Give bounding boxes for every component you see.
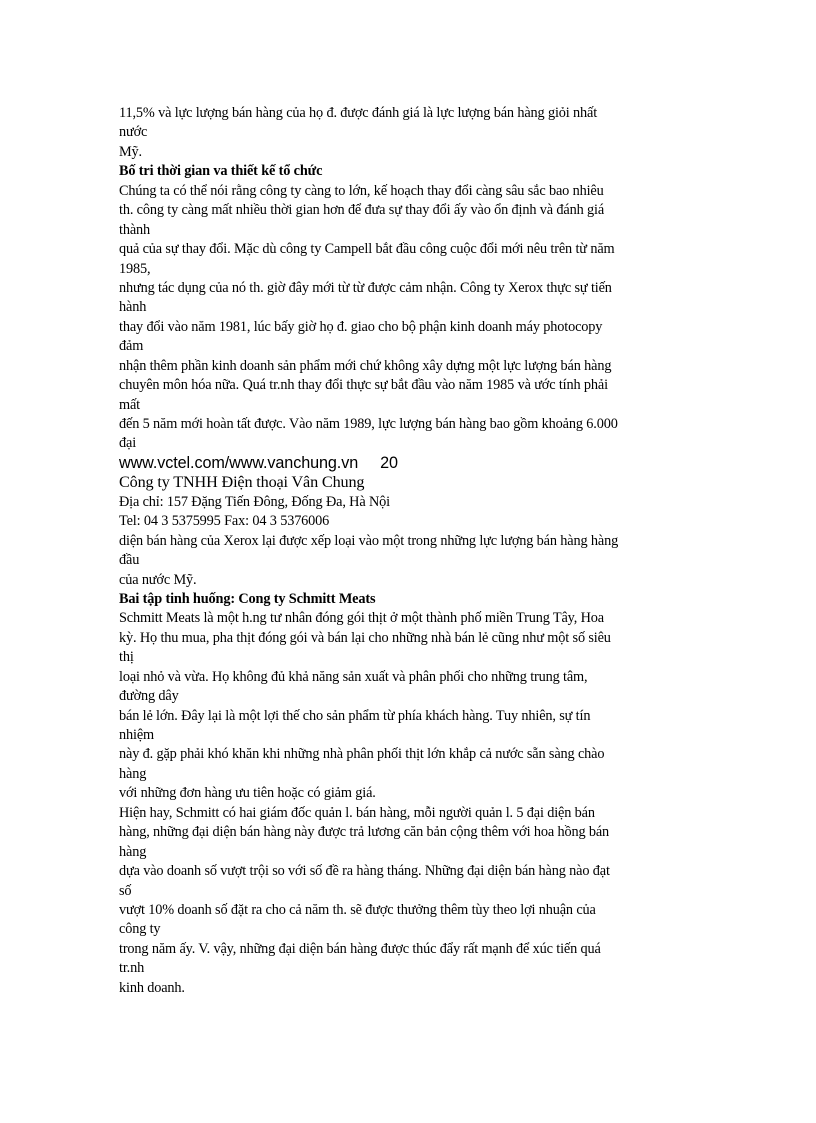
text-line: nước (119, 124, 148, 141)
section-heading-timing: Bố tri thời gian va thiết kế tổ chức (119, 163, 323, 180)
text-line: hàng, những đại diện bán hàng này được trả lương căn bản cộng thêm với hoa hồng bán (119, 824, 610, 841)
text-line: này đ. gặp phải khó khăn khi những nhà phân phối thịt lớn khắp cả nước sẵn sàng chào (119, 746, 605, 763)
text-line: đến 5 năm mới hoàn tất được. Vào năm 1989, lực lượng bán hàng bao gồm khoảng 6.000 (119, 416, 618, 432)
text-line: kỳ. Họ thu mua, pha thịt đóng gói và bán lại cho những nhà bán lẻ cũng như một số siêu (119, 629, 611, 646)
text-line: đảm (119, 338, 144, 355)
text-line: hàng (119, 765, 147, 782)
website-line: www.vctel.com/www.vanchung.vn 20 (119, 453, 398, 472)
text-line: số (119, 882, 132, 899)
text-line: đại (119, 435, 137, 452)
text-line: hàng (119, 843, 147, 860)
text-line: của nước Mỹ. (119, 571, 197, 588)
text-line: nhiệm (119, 727, 154, 743)
text-line: dựa vào doanh số vượt trội so với số đề ra hàng tháng. Những đại diện bán hàng nào đạt (119, 863, 610, 880)
text-line: nhận thêm phần kinh doanh sản phẩm mới chứ không xây dựng một lực lượng bán hàng (119, 357, 612, 374)
text-line: 11,5% và lực lượng bán hàng của họ đ. được đánh giá là lực lượng bán hàng giỏi nhất (119, 105, 598, 121)
text-line: Hiện hay, Schmitt có hai giám đốc quản l. bán hàng, mỗi người quản l. 5 đại diện bán (119, 804, 595, 821)
document-body (119, 104, 699, 998)
text-line: loại nhỏ và vừa. Họ không đủ khả năng sản xuất và phân phối cho những trung tâm, (119, 668, 588, 685)
text-line: th. công ty càng mất nhiều thời gian hơn để đưa sự thay đổi ấy vào ổn định và đánh giá (119, 202, 605, 219)
text-line: mất (119, 396, 140, 413)
text-line: hành (119, 299, 147, 316)
text-line: bán lẻ lớn. Đây lại là một lợi thế cho sản phẩm từ phía khách hàng. Tuy nhiên, sự tín (119, 707, 591, 724)
text-line: nhưng tác dụng của nó th. giờ đây mới từ từ được cảm nhận. Công ty Xerox thực sự tiến (119, 279, 612, 296)
text-line: thị (119, 649, 134, 666)
company-name: Công ty TNHH Điện thoại Vân Chung (119, 473, 365, 492)
text-line: đầu (119, 552, 140, 569)
text-line: Chúng ta có thể nói rằng công ty càng to lớn, kế hoạch thay đổi càng sâu sắc bao nhiêu (119, 182, 604, 199)
section-heading-case-study: Bai tập tinh huống: Cong ty Schmitt Meats (119, 590, 376, 607)
company-phone: Tel: 04 3 5375995 Fax: 04 3 5376006 (119, 513, 330, 530)
text-line: thành (119, 221, 151, 238)
text-line: diện bán hàng của Xerox lại được xếp loại vào một trong những lực lượng bán hàng hàng (119, 532, 619, 549)
paragraph-intro (119, 104, 699, 162)
text-line: kinh doanh. (119, 979, 185, 996)
text-line: chuyên môn hóa nữa. Quá tr.nh thay đổi thực sự bắt đầu vào năm 1985 và ước tính phải (119, 377, 608, 394)
paragraph-case-study (119, 609, 699, 998)
text-line: thay đổi vào năm 1981, lúc bấy giờ họ đ. giao cho bộ phận kinh doanh máy photocopy (119, 318, 603, 335)
text-line: vượt 10% doanh số đặt ra cho cả năm th. sẽ được thưởng thêm tùy theo lợi nhuận của (119, 901, 596, 918)
text-line: với những đơn hàng ưu tiên hoặc có giảm giá. (119, 785, 376, 802)
text-line: 1985, (119, 260, 151, 277)
text-line: Mỹ. (119, 143, 142, 160)
text-line: tr.nh (119, 960, 145, 977)
company-address: Địa chỉ: 157 Đặng Tiến Đông, Đống Đa, Hà Nội (119, 493, 390, 510)
text-line: công ty (119, 921, 161, 938)
page-footer-block (119, 454, 699, 532)
text-line: quả của sự thay đổi. Mặc dù công ty Campell bắt đầu công cuộc đổi mới nêu trên từ năm (119, 241, 615, 258)
paragraph-xerox (119, 532, 699, 590)
text-line: trong năm ấy. V. vậy, những đại diện bán hàng được thúc đẩy rất mạnh để xúc tiến quá (119, 940, 601, 957)
paragraph-timing (119, 182, 699, 454)
text-line: Schmitt Meats là một h.ng tư nhân đóng gói thịt ở một thành phố miền Trung Tây, Hoa (119, 610, 604, 627)
text-line: đường dây (119, 688, 179, 705)
